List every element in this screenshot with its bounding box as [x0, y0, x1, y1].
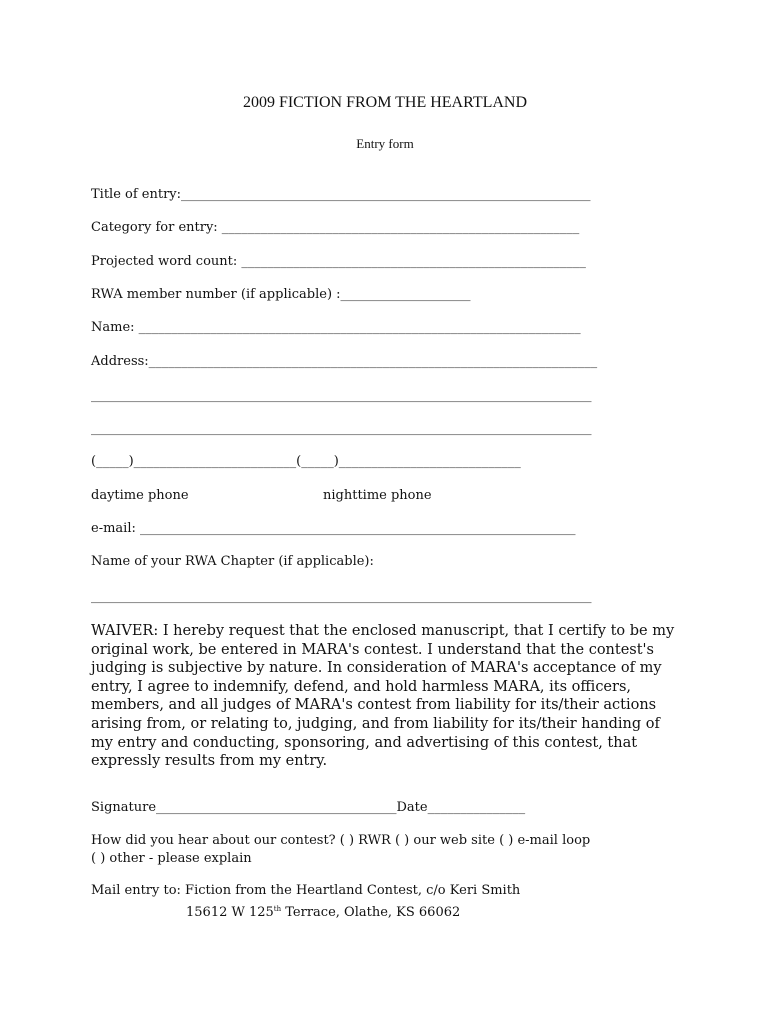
- chapter-line[interactable]: _____________________________________________________________________________: [91, 589, 592, 604]
- ordinal-suffix: th: [273, 905, 282, 913]
- category-field[interactable]: Category for entry: _______________________________________________________: [91, 220, 580, 235]
- mail-address-prefix: 15612 W 125: [186, 905, 274, 920]
- signature-date-line[interactable]: Signature_____________________________________Date_______________: [91, 800, 526, 815]
- mail-address-rest: Terrace, Olathe, KS 66062: [281, 905, 461, 920]
- waiver-line: WAIVER: I hereby request that the enclosed manuscript, that I certify to be my: [91, 623, 675, 639]
- address-line-2[interactable]: _____________________________________________________________________________: [91, 388, 592, 403]
- rwa-number-field[interactable]: RWA member number (if applicable) :____________________: [91, 287, 471, 302]
- hear-about-question[interactable]: How did you hear about our contest? ( ) RWR ( ) our web site ( ) e-mail loop: [91, 833, 591, 848]
- hear-about-other[interactable]: ( ) other - please explain: [91, 851, 252, 866]
- waiver-line: original work, be entered in MARA's contest. I understand that the contest's: [91, 641, 654, 658]
- mail-address-line: [186, 901, 460, 921]
- chapter-label: Name of your RWA Chapter (if applicable):: [91, 554, 374, 569]
- address-field[interactable]: Address:_____________________________________________________________________: [91, 354, 598, 369]
- waiver-line: members, and all judges of MARA's contest from liability for its/their actions: [91, 697, 657, 714]
- name-field[interactable]: Name: ____________________________________________________________________: [91, 320, 581, 335]
- phone-fields[interactable]: (_____)_________________________(_____)____________________________: [91, 454, 521, 469]
- page-subtitle: Entry form: [356, 136, 414, 151]
- waiver-line: arising from, or relating to, judging, and from liability for its/their handing of: [91, 715, 660, 732]
- email-field[interactable]: e-mail: ___________________________________________________________________: [91, 521, 576, 536]
- page-title: 2009 FICTION FROM THE HEARTLAND: [242, 94, 528, 111]
- waiver-line: entry, I agree to indemnify, defend, and hold harmless MARA, its officers,: [91, 678, 631, 695]
- waiver-paragraph: [91, 622, 691, 771]
- mail-entry-line: Mail entry to: Fiction from the Heartland Contest, c/o Keri Smith: [91, 883, 521, 898]
- daytime-phone-label: daytime phone: [91, 488, 189, 503]
- waiver-line: my entry and conducting, sponsoring, and advertising of this contest, that: [91, 734, 638, 751]
- title-of-entry-field[interactable]: Title of entry:_______________________________________________________________: [91, 187, 591, 202]
- waiver-line: expressly results from my entry.: [91, 753, 328, 770]
- word-count-field[interactable]: Projected word count: _____________________________________________________: [91, 254, 586, 269]
- address-line-3[interactable]: _____________________________________________________________________________: [91, 421, 592, 436]
- waiver-line: judging is subjective by nature. In consideration of MARA's acceptance of my: [91, 660, 662, 677]
- nighttime-phone-label: nighttime phone: [323, 488, 432, 503]
